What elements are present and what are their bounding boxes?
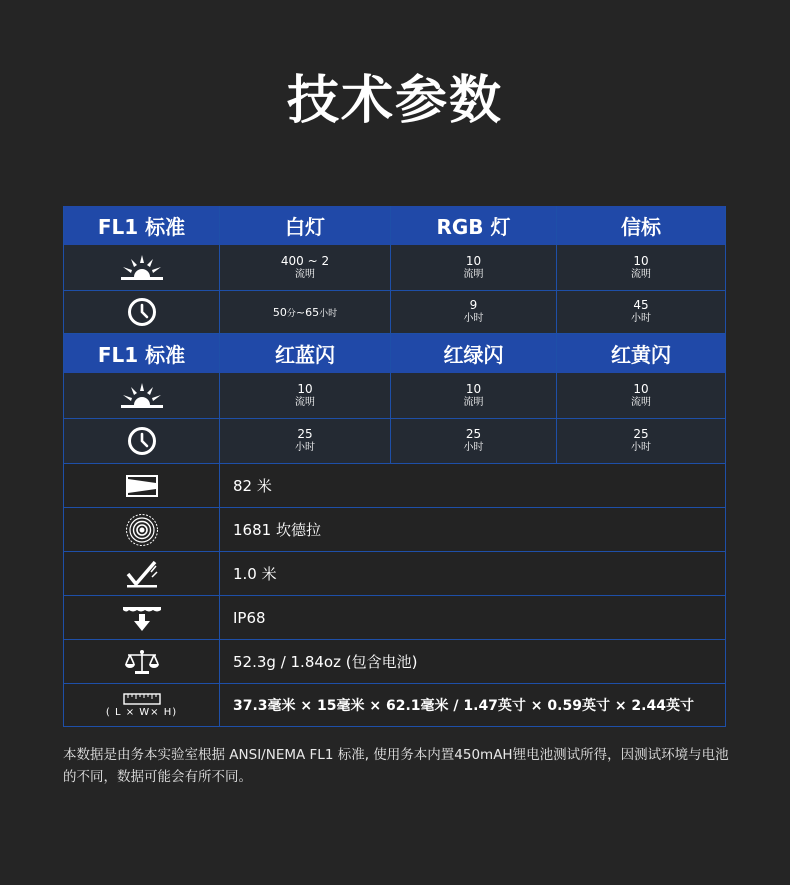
impact-resistance-icon bbox=[63, 552, 220, 595]
waterproof-row bbox=[63, 596, 726, 640]
light-output-icon bbox=[63, 373, 220, 418]
header-rgb-light: RGB 灯 bbox=[391, 206, 557, 245]
waterproof-value: IP68 bbox=[220, 596, 726, 639]
spec-table bbox=[63, 206, 726, 727]
white-runtime-value: 50 分 ~ 65 小时 bbox=[220, 291, 391, 333]
white-output-value: 400 ~ 2 流明 bbox=[220, 245, 391, 290]
dimensions-ruler-icon bbox=[63, 684, 220, 726]
beacon-output-value: 10 流明 bbox=[557, 245, 726, 290]
runtime-clock-icon bbox=[63, 419, 220, 463]
test-note: 本数据是由务本实验室根据 ANSI/NEMA FL1 标准, 使用务本内置450mAH锂电池测试所得，因测试环境与电池的不同，数据可能会有所不同。 bbox=[63, 747, 729, 785]
table2-runtime-row bbox=[63, 419, 726, 464]
table2-header-row bbox=[63, 334, 726, 373]
dimensions-value: 37.3毫米 × 15毫米 × 62.1毫米 / 1.47英寸 × 0.59英寸 × 2.44英寸 bbox=[220, 684, 726, 726]
runtime-clock-icon bbox=[63, 291, 220, 333]
red-yellow-runtime-value: 25 小时 bbox=[557, 419, 726, 463]
header-red-green-flash: 红绿闪 bbox=[391, 334, 557, 373]
header-white-light: 白灯 bbox=[220, 206, 391, 245]
header-fl1-standard-2: FL1 标准 bbox=[63, 334, 220, 373]
peak-intensity-value: 1681 坎德拉 bbox=[220, 508, 726, 551]
red-green-runtime-value: 25 小时 bbox=[391, 419, 557, 463]
header-beacon: 信标 bbox=[557, 206, 726, 245]
impact-resistance-value: 1.0 米 bbox=[220, 552, 726, 595]
dimensions-row bbox=[63, 684, 726, 727]
header-red-blue-flash: 红蓝闪 bbox=[220, 334, 391, 373]
beam-distance-row bbox=[63, 464, 726, 508]
page-title: 技术参数 bbox=[286, 71, 503, 131]
peak-intensity-row bbox=[63, 508, 726, 552]
beam-distance-value: 82 米 bbox=[220, 464, 726, 507]
weight-row bbox=[63, 640, 726, 684]
red-green-output-value: 10 流明 bbox=[391, 373, 557, 418]
weight-scale-icon bbox=[63, 640, 220, 683]
dimensions-caption: ( L × W× H) bbox=[105, 706, 178, 718]
table2-output-row bbox=[63, 373, 726, 419]
red-blue-runtime-value: 25 小时 bbox=[220, 419, 391, 463]
impact-resistance-row bbox=[63, 552, 726, 596]
beacon-runtime-value: 45 小时 bbox=[557, 291, 726, 333]
beam-distance-icon bbox=[63, 464, 220, 507]
light-output-icon bbox=[63, 245, 220, 290]
rgb-output-value: 10 流明 bbox=[391, 245, 557, 290]
header-red-yellow-flash: 红黄闪 bbox=[557, 334, 726, 373]
table1-output-row bbox=[63, 245, 726, 291]
table1-header-row bbox=[63, 206, 726, 245]
header-fl1-standard: FL1 标准 bbox=[63, 206, 220, 245]
waterproof-icon bbox=[63, 596, 220, 639]
red-blue-output-value: 10 流明 bbox=[220, 373, 391, 418]
rgb-runtime-value: 9 小时 bbox=[391, 291, 557, 333]
weight-value: 52.3g / 1.84oz (包含电池) bbox=[220, 640, 726, 683]
peak-intensity-icon bbox=[63, 508, 220, 551]
red-yellow-output-value: 10 流明 bbox=[557, 373, 726, 418]
table1-runtime-row bbox=[63, 291, 726, 334]
